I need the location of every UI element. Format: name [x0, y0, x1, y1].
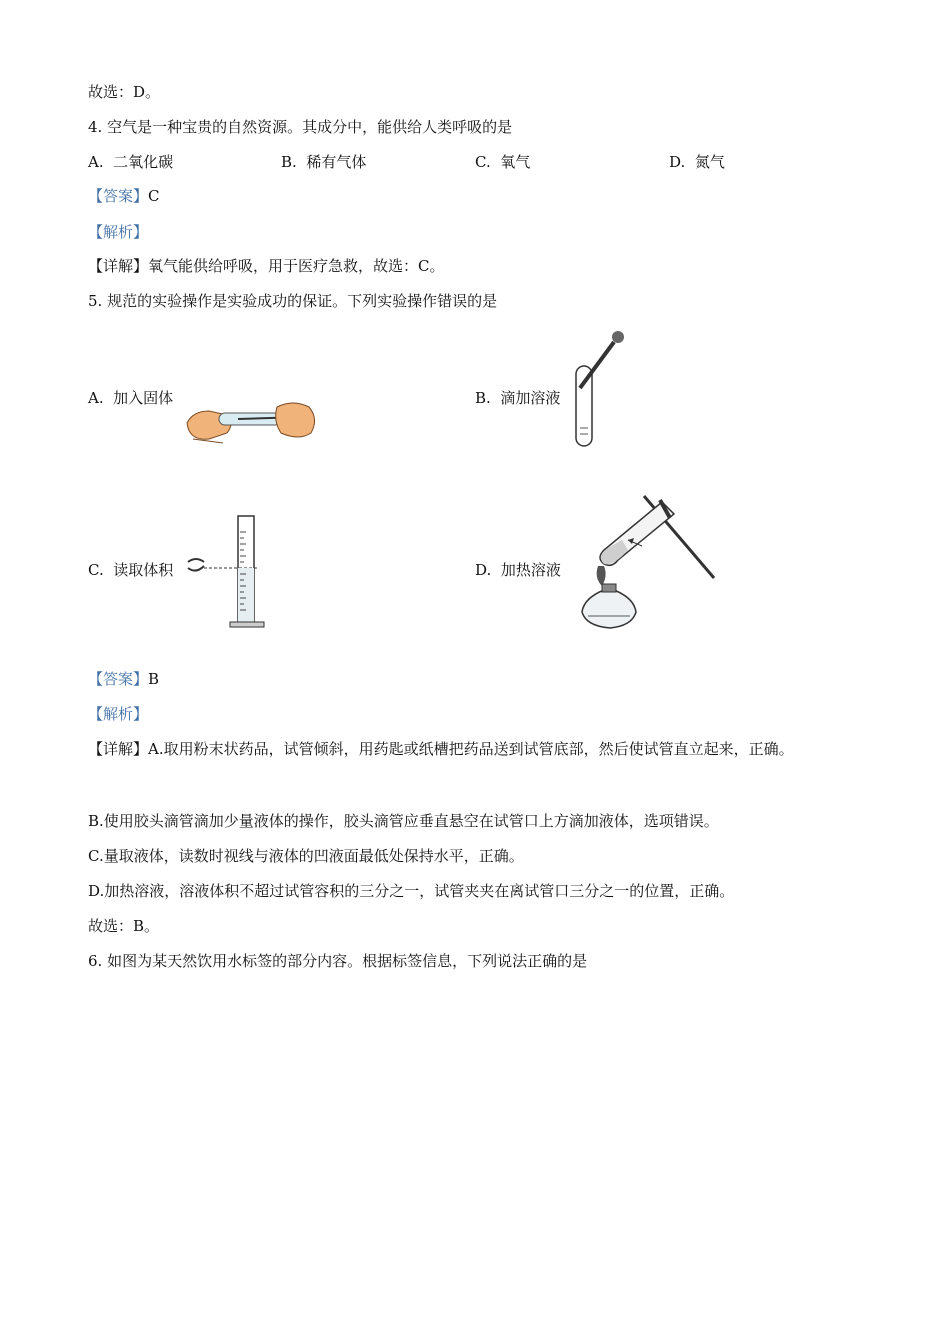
figure-heating-test-tube: [574, 490, 719, 632]
option-text: 二氧化碳: [113, 153, 174, 171]
option-text: 加热溶液: [500, 561, 561, 579]
question-4: 4. 空气是一种宝贵的自然资源。其成分中，能供给人类呼吸的是: [88, 118, 513, 136]
answer-tag: 【答案】: [88, 670, 149, 688]
q5-option-d: [475, 560, 561, 580]
option-text: 读取体积: [113, 561, 174, 579]
answer-value: C: [148, 187, 160, 205]
answer-tag: 【答案】: [88, 187, 149, 205]
q4-option-a: [88, 152, 173, 172]
detail-text: 氧气能供给呼吸，用于医疗急救，故选：C。: [148, 257, 445, 275]
detail-tag: 【详解】: [88, 740, 149, 758]
q5-detail-d: D.加热溶液，溶液体积不超过试管容积的三分之一，试管夹夹在离试管口三分之一的位置，正确。: [88, 882, 735, 900]
q5-detail-b: B.使用胶头滴管滴加少量液体的操作，胶头滴管应垂直悬空在试管口上方滴加液体，选项错误。: [88, 812, 719, 830]
detail-text: A.取用粉末状药品，试管倾斜，用药匙或纸槽把药品送到试管底部，然后使试管直立起来，正确。: [148, 740, 794, 758]
option-text: 加入固体: [113, 389, 174, 407]
q4-analysis: 【解析】: [88, 223, 149, 241]
option-letter: B.: [475, 389, 491, 407]
answer-value: B: [148, 670, 160, 688]
option-letter: A.: [88, 389, 104, 407]
option-text: 稀有气体: [306, 153, 367, 171]
q4-option-b: [281, 152, 366, 172]
option-letter: B.: [281, 153, 297, 171]
figure-dropper-test-tube: [570, 328, 630, 450]
q5-option-c: [88, 560, 173, 580]
q5-option-a: [88, 388, 173, 408]
option-text: 滴加溶液: [500, 389, 561, 407]
line-previous-choice: 故选：D。: [88, 83, 161, 101]
q4-detail: [88, 256, 445, 276]
figure-add-solid: [183, 393, 323, 451]
figure-graduated-cylinder: [182, 512, 272, 632]
detail-tag: 【详解】: [88, 257, 149, 275]
question-6: 6. 如图为某天然饮用水标签的部分内容。根据标签信息，下列说法正确的是: [88, 952, 588, 970]
question-5: 5. 规范的实验操作是实验成功的保证。下列实验操作错误的是: [88, 292, 498, 310]
option-letter: C.: [475, 153, 491, 171]
q5-detail-a: [88, 739, 794, 759]
option-text: 氮气: [694, 153, 725, 171]
q4-option-c: [475, 152, 530, 172]
option-text: 氧气: [500, 153, 531, 171]
q4-option-d: [669, 152, 725, 172]
option-letter: D.: [475, 561, 492, 579]
q5-detail-c: C.量取液体，读数时视线与液体的凹液面最低处保持水平，正确。: [88, 847, 524, 865]
q5-option-b: [475, 388, 560, 408]
option-letter: D.: [669, 153, 686, 171]
q4-answer: [88, 186, 160, 206]
option-letter: A.: [88, 153, 104, 171]
q5-final-choice: 故选：B。: [88, 917, 160, 935]
option-letter: C.: [88, 561, 104, 579]
q5-answer: [88, 669, 159, 689]
q5-analysis: 【解析】: [88, 705, 149, 723]
